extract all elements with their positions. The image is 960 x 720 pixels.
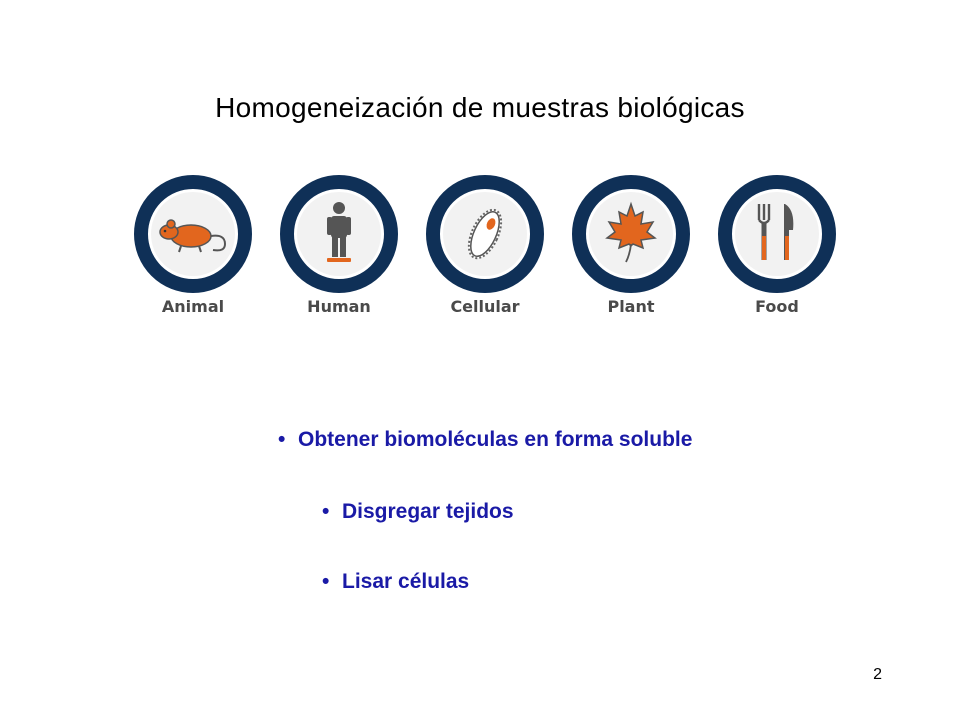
- bullet-item: [322, 500, 514, 524]
- human-figure-icon: [279, 174, 399, 294]
- bullet-text: Obtener biomoléculas en forma soluble: [298, 428, 693, 451]
- mouse-icon: [133, 174, 253, 294]
- maple-leaf-icon: [571, 174, 691, 294]
- bullet-item: [322, 570, 469, 594]
- bullet-dot: •: [322, 570, 330, 593]
- slide-title: Homogeneización de muestras biológicas: [215, 92, 745, 123]
- category-label: Cellular: [450, 297, 520, 316]
- category-animal: [128, 160, 258, 325]
- fork-knife-icon: [717, 174, 837, 294]
- bullet-dot: •: [322, 500, 330, 523]
- bullet-text: Disgregar tejidos: [342, 500, 514, 523]
- category-label: Food: [755, 297, 799, 316]
- bullet-item: [278, 428, 692, 452]
- category-food: [712, 160, 842, 325]
- category-label: Animal: [161, 297, 225, 316]
- page-number: 2: [873, 666, 882, 683]
- category-cellular: [420, 160, 550, 325]
- category-label: Plant: [607, 297, 655, 316]
- bullet-text: Lisar células: [342, 570, 470, 593]
- cell-icon: [425, 174, 545, 294]
- category-human: [274, 160, 404, 325]
- sample-type-icon-strip: [128, 160, 840, 325]
- bullet-dot: •: [278, 428, 286, 451]
- category-label: Human: [307, 297, 371, 316]
- category-plant: [566, 160, 696, 325]
